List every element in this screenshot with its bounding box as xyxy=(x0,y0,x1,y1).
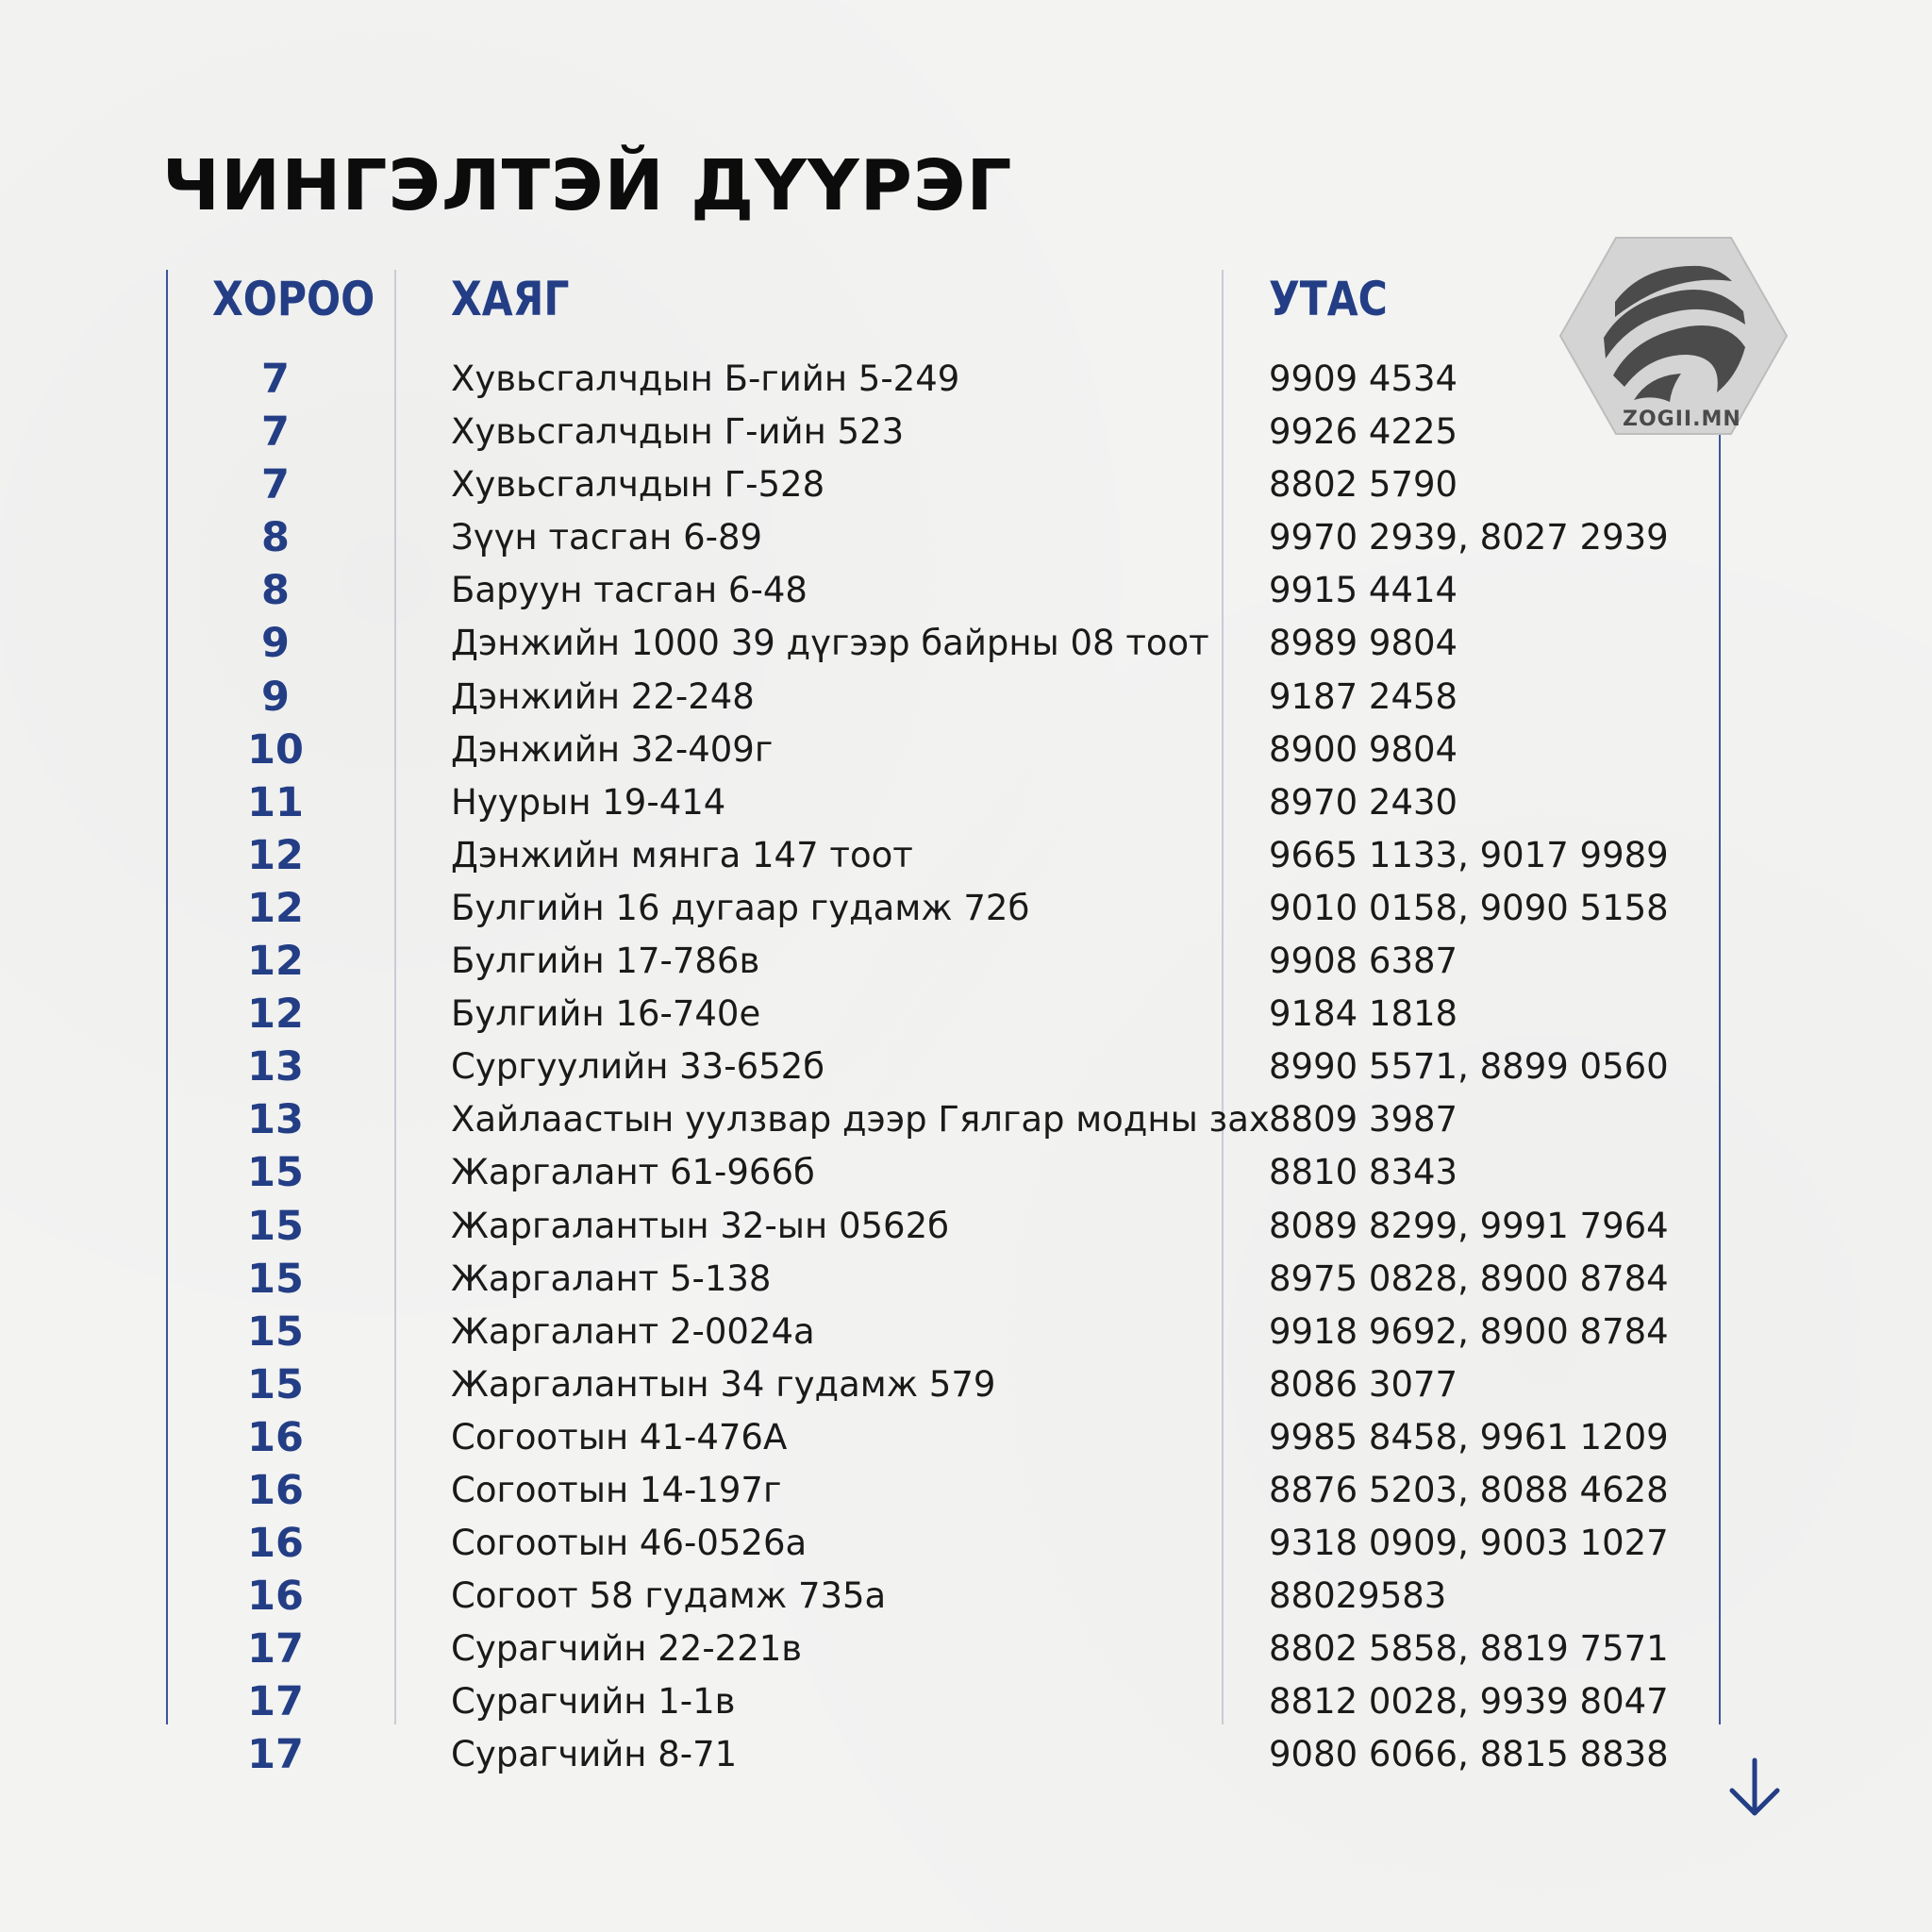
address-cell: Жаргалантын 34 гудамж 579 xyxy=(451,1363,996,1405)
khoroo-number: 9 xyxy=(261,620,290,668)
header-phone: УТАС xyxy=(1269,272,1388,326)
address-cell: Сурагчийн 8-71 xyxy=(451,1734,738,1775)
phone-cell: 9918 9692, 8900 8784 xyxy=(1269,1310,1669,1352)
address-cell: Согоотын 41-476А xyxy=(451,1416,788,1457)
khoroo-number: 13 xyxy=(247,1096,304,1144)
khoroo-number: 17 xyxy=(247,1731,304,1779)
address-cell: Хувьсгалчдын Б-гийн 5-249 xyxy=(451,358,960,399)
table-row xyxy=(0,1200,1932,1253)
address-cell: Сурагчийн 22-221в xyxy=(451,1628,803,1670)
phone-cell: 8989 9804 xyxy=(1269,623,1458,664)
khoroo-table xyxy=(0,353,1932,1782)
khoroo-number: 16 xyxy=(247,1413,304,1461)
khoroo-number: 15 xyxy=(247,1255,304,1303)
address-cell: Булгийн 16-740е xyxy=(451,993,761,1035)
phone-cell: 9926 4225 xyxy=(1269,411,1458,453)
table-row xyxy=(0,1146,1932,1199)
table-row xyxy=(0,617,1932,670)
address-cell: Жаргалант 5-138 xyxy=(451,1257,772,1299)
table-row xyxy=(0,1358,1932,1411)
khoroo-number: 8 xyxy=(261,567,290,615)
khoroo-number: 16 xyxy=(247,1573,304,1621)
table-row xyxy=(0,1306,1932,1358)
address-cell: Дэнжийн 22-248 xyxy=(451,675,755,717)
address-cell: Дэнжийн 32-409г xyxy=(451,728,774,770)
table-row xyxy=(0,458,1932,511)
phone-cell: 8802 5790 xyxy=(1269,464,1458,506)
address-cell: Хувьсгалчдын Г-ийн 523 xyxy=(451,411,905,453)
khoroo-number: 12 xyxy=(247,938,304,986)
logo-text: ZOGII.MN xyxy=(1623,408,1741,431)
table-row xyxy=(0,724,1932,776)
phone-cell: 9665 1133, 9017 9989 xyxy=(1269,834,1669,875)
table-row xyxy=(0,1517,1932,1570)
khoroo-number: 17 xyxy=(247,1678,304,1726)
table-row xyxy=(0,1253,1932,1306)
phone-cell: 9318 0909, 9003 1027 xyxy=(1269,1523,1669,1564)
phone-cell: 8086 3077 xyxy=(1269,1363,1458,1405)
phone-cell: 9915 4414 xyxy=(1269,570,1458,611)
phone-cell: 8900 9804 xyxy=(1269,728,1458,770)
phone-cell: 8876 5203, 8088 4628 xyxy=(1269,1469,1669,1510)
table-row xyxy=(0,882,1932,935)
address-cell: Дэнжийн 1000 39 дүгээр байрны 08 тоот xyxy=(451,623,1209,664)
khoroo-number: 11 xyxy=(247,778,304,826)
arrow-down-icon[interactable] xyxy=(1724,1757,1785,1819)
khoroo-number: 17 xyxy=(247,1625,304,1674)
address-cell: Булгийн 16 дугаар гудамж 72б xyxy=(451,887,1030,928)
phone-cell: 8812 0028, 9939 8047 xyxy=(1269,1681,1669,1723)
header-khoroo: ХОРОО xyxy=(212,272,375,326)
header-address: ХАЯГ xyxy=(451,272,570,326)
table-row xyxy=(0,829,1932,882)
khoroo-number: 7 xyxy=(261,408,290,457)
phone-cell: 88029583 xyxy=(1269,1575,1447,1617)
table-row xyxy=(0,1464,1932,1517)
khoroo-number: 15 xyxy=(247,1202,304,1250)
phone-cell: 9985 8458, 9961 1209 xyxy=(1269,1416,1669,1457)
phone-cell: 8990 5571, 8899 0560 xyxy=(1269,1046,1669,1088)
address-cell: Сурагчийн 1-1в xyxy=(451,1681,736,1723)
khoroo-number: 15 xyxy=(247,1360,304,1408)
address-cell: Хувьсгалчдын Г-528 xyxy=(451,464,825,506)
address-cell: Зүүн тасган 6-89 xyxy=(451,517,763,558)
phone-cell: 9184 1818 xyxy=(1269,993,1458,1035)
khoroo-number: 12 xyxy=(247,831,304,879)
table-row xyxy=(0,353,1932,406)
khoroo-number: 12 xyxy=(247,991,304,1039)
address-cell: Жаргалант 61-966б xyxy=(451,1152,815,1193)
table-row xyxy=(0,1570,1932,1623)
address-cell: Согоот 58 гудамж 735а xyxy=(451,1575,887,1617)
khoroo-number: 7 xyxy=(261,461,290,509)
phone-cell: 8802 5858, 8819 7571 xyxy=(1269,1628,1669,1670)
table-row xyxy=(0,564,1932,617)
table-row xyxy=(0,1093,1932,1146)
khoroo-number: 15 xyxy=(247,1149,304,1197)
table-row xyxy=(0,671,1932,724)
phone-cell: 8975 0828, 8900 8784 xyxy=(1269,1257,1669,1299)
table-row xyxy=(0,511,1932,564)
khoroo-number: 8 xyxy=(261,514,290,562)
table-row xyxy=(0,1675,1932,1728)
phone-cell: 9010 0158, 9090 5158 xyxy=(1269,887,1669,928)
phone-cell: 9080 6066, 8815 8838 xyxy=(1269,1734,1669,1775)
address-cell: Согоотын 46-0526а xyxy=(451,1523,808,1564)
phone-cell: 9187 2458 xyxy=(1269,675,1458,717)
page-title: ЧИНГЭЛТЭЙ ДҮҮРЭГ xyxy=(162,145,1013,226)
address-cell: Дэнжийн мянга 147 тоот xyxy=(451,834,913,875)
phone-cell: 8810 8343 xyxy=(1269,1152,1458,1193)
table-row xyxy=(0,1041,1932,1093)
khoroo-number: 16 xyxy=(247,1520,304,1568)
address-cell: Согоотын 14-197г xyxy=(451,1469,782,1510)
address-cell: Жаргалант 2-0024а xyxy=(451,1310,815,1352)
address-cell: Баруун тасган 6-48 xyxy=(451,570,808,611)
khoroo-number: 9 xyxy=(261,673,290,721)
phone-cell: 8970 2430 xyxy=(1269,781,1458,823)
address-cell: Булгийн 17-786в xyxy=(451,941,760,982)
table-row xyxy=(0,1411,1932,1464)
khoroo-number: 12 xyxy=(247,884,304,932)
khoroo-number: 15 xyxy=(247,1307,304,1356)
phone-cell: 9908 6387 xyxy=(1269,941,1458,982)
phone-cell: 8809 3987 xyxy=(1269,1099,1458,1141)
table-row xyxy=(0,988,1932,1041)
table-row xyxy=(0,776,1932,829)
phone-cell: 8089 8299, 9991 7964 xyxy=(1269,1205,1669,1246)
table-row xyxy=(0,1623,1932,1675)
khoroo-number: 13 xyxy=(247,1043,304,1091)
table-row xyxy=(0,935,1932,988)
address-cell: Жаргалантын 32-ын 0562б xyxy=(451,1205,949,1246)
khoroo-number: 16 xyxy=(247,1466,304,1514)
address-cell: Хайлаастын уулзвар дээр Гялгар модны зах xyxy=(451,1099,1270,1141)
khoroo-number: 10 xyxy=(247,725,304,774)
address-cell: Нуурын 19-414 xyxy=(451,781,726,823)
address-cell: Сургуулийн 33-652б xyxy=(451,1046,825,1088)
table-row xyxy=(0,1728,1932,1781)
phone-cell: 9970 2939, 8027 2939 xyxy=(1269,517,1669,558)
table-row xyxy=(0,406,1932,458)
phone-cell: 9909 4534 xyxy=(1269,358,1458,399)
khoroo-number: 7 xyxy=(261,356,290,403)
